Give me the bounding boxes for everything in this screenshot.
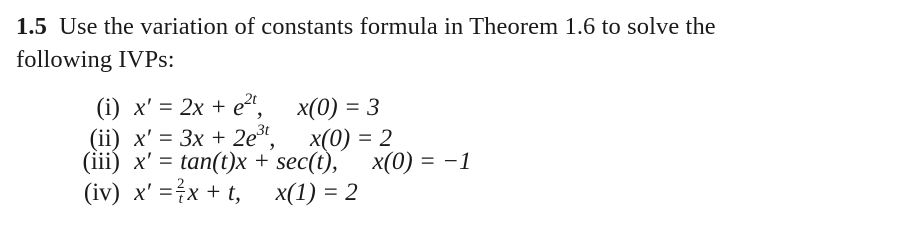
item-label: (i) [96, 94, 120, 121]
ode-lhs: x′ = 3x + 2e [134, 125, 257, 152]
item-label: (iv) [83, 179, 120, 206]
ivp-item-i [76, 84, 471, 121]
fraction [176, 177, 186, 206]
problem-statement [16, 10, 906, 76]
ivp-item-ii [76, 115, 471, 152]
exponent: 3t [256, 122, 270, 139]
initial-condition: x(0) = 3 [297, 94, 380, 121]
ode-lhs: x′ = [134, 179, 174, 206]
initial-condition: x(0) = 2 [309, 125, 393, 152]
problem-number: 1.5 [16, 13, 47, 40]
item-label: (iii) [82, 148, 120, 175]
fraction-numerator: 2 [176, 175, 185, 192]
ode-equation [134, 175, 242, 207]
problem-block [16, 10, 906, 76]
problem-text-line2: following IVPs: [16, 46, 175, 73]
comma: , [256, 94, 263, 121]
ivp-item-iii [76, 146, 471, 177]
ode-equation: x′ = tan(t)x + sec(t), [134, 148, 338, 175]
initial-condition: x(1) = 2 [275, 179, 358, 206]
initial-condition: x(0) = −1 [372, 148, 472, 175]
item-label: (ii) [89, 125, 120, 152]
ode-lhs: x′ = 2x + e [134, 94, 245, 121]
comma: , [269, 125, 276, 152]
problem-text-line1: Use the variation of constants formula in Theorem 1.6 to solve the [59, 13, 716, 40]
exponent: 2t [244, 91, 257, 108]
ivp-list [76, 84, 471, 208]
ode-rhs: x + t, [187, 179, 242, 206]
ivp-item-iv [76, 177, 471, 208]
fraction-denominator: t [178, 190, 183, 207]
